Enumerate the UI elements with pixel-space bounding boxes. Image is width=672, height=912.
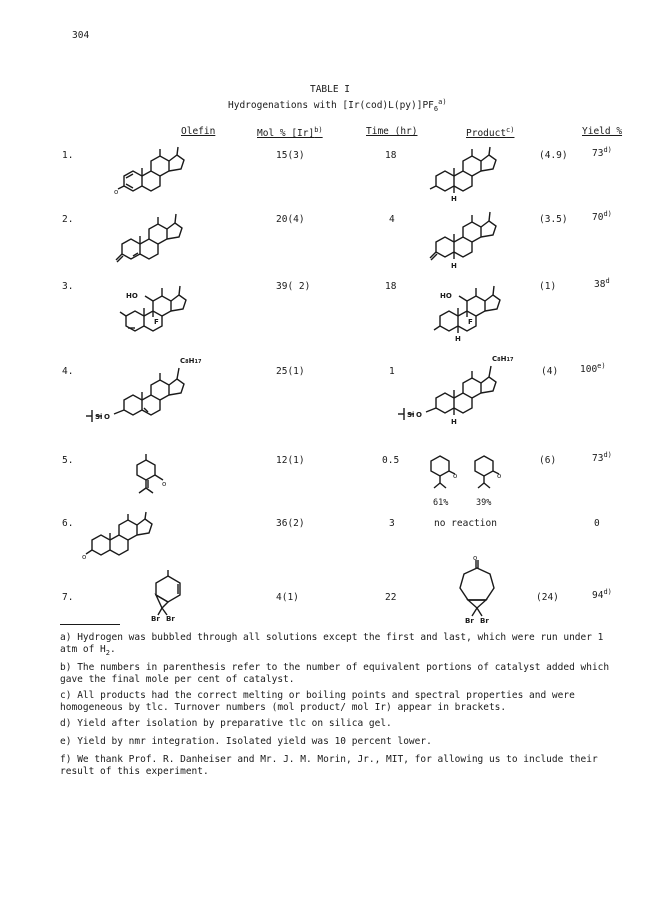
- footnote-e: e) Yield by nmr integration. Isolated yield was 10 percent lower.: [60, 736, 432, 747]
- page-number: 304: [72, 30, 90, 41]
- svg-text:H: H: [451, 418, 457, 426]
- table-title: TABLE I: [309, 84, 351, 95]
- olefin-structure-7: [140, 566, 204, 622]
- svg-text:F: F: [468, 318, 473, 326]
- ratio-label: 39%: [476, 498, 492, 508]
- yield-cell: 100$^{e)}$: [580, 362, 606, 376]
- mol-cell: 4(1): [276, 592, 299, 603]
- header-mol: Mol % $[Ir]^{b)}$: [257, 126, 323, 140]
- product-structure-2: [430, 208, 526, 274]
- yield-cell: 0: [594, 518, 600, 529]
- product-structure-1: [430, 146, 526, 206]
- row-number: 7.: [62, 592, 74, 603]
- turnover-cell: (24): [536, 592, 559, 603]
- footnote-b: b) The numbers in parenthesis refer to the number of equivalent portions of catalyst added which gave the final mole per cent of catalyst.: [60, 662, 610, 685]
- ratio-label: 61%: [433, 498, 449, 508]
- header-product: Product$^{c)}$: [466, 126, 515, 140]
- svg-text:Br: Br: [151, 615, 160, 623]
- turnover-cell: (6): [539, 455, 557, 466]
- c8h17-label: C8H17: [492, 355, 514, 363]
- row-number: 5.: [62, 455, 74, 466]
- time-cell: 3: [389, 518, 395, 529]
- yield-cell: 38$^d$: [594, 277, 610, 291]
- turnover-cell: (3.5): [539, 214, 568, 225]
- time-cell: 18: [385, 150, 397, 161]
- product-structure-3: [434, 276, 530, 350]
- olefin-structure-4: [84, 354, 230, 434]
- svg-text:Br: Br: [465, 617, 474, 625]
- olefin-structure-5: [130, 452, 180, 502]
- svg-text:o: o: [114, 188, 119, 196]
- svg-text:Br: Br: [480, 617, 489, 625]
- no-reaction-text: no reaction: [434, 518, 497, 529]
- svg-text:o: o: [453, 472, 458, 480]
- turnover-cell: (1): [539, 281, 557, 292]
- product-structure-7: [446, 554, 510, 626]
- time-cell: 1: [389, 366, 395, 377]
- svg-text:Si: Si: [407, 411, 415, 419]
- header-olefin: Olefin: [181, 126, 216, 137]
- table-caption: Hydrogenations with $[Ir(cod)L(py)]PF_6^{a)}$: [228, 98, 447, 114]
- svg-text:o: o: [82, 553, 87, 561]
- turnover-cell: (4): [541, 366, 559, 377]
- c8h17-label: C8H17: [180, 357, 202, 365]
- footnote-d: d) Yield after isolation by preparative tlc on silica gel.: [60, 718, 392, 729]
- footnote-c: c) All products had the correct melting or boiling points and spectral properties and were homogeneous by tlc. Turnover numbers (mol product/ mol Ir) appear in brackets.: [60, 690, 575, 713]
- svg-text:O: O: [104, 413, 110, 421]
- svg-text:H: H: [455, 335, 461, 343]
- row-number: 2.: [62, 214, 74, 225]
- footnote-f: f) We thank Prof. R. Danheiser and Mr. J. M. Morin, Jr., MIT, for allowing us to include their result of this experiment.: [60, 754, 598, 777]
- row-number: 3.: [62, 281, 74, 292]
- row-number: 6.: [62, 518, 74, 529]
- footnote-a: a) Hydrogen was bubbled through all solutions except the first and last, which were run under 1 atm of $H_2$.: [60, 632, 604, 657]
- mol-cell: 39( 2): [276, 281, 311, 292]
- yield-cell: 94$^{d)}$: [592, 588, 612, 602]
- svg-text:o: o: [162, 480, 167, 488]
- olefin-structure-2: [116, 210, 212, 272]
- product-structure-5a: [424, 450, 464, 494]
- time-cell: 0.5: [382, 455, 400, 466]
- svg-text:o: o: [473, 554, 478, 562]
- svg-text:Br: Br: [166, 615, 175, 623]
- svg-text:F: F: [154, 318, 159, 326]
- svg-text:o: o: [497, 472, 502, 480]
- product-structure-4: [396, 352, 542, 432]
- svg-text:O: O: [416, 411, 422, 419]
- mol-cell: 36(2): [276, 518, 305, 529]
- turnover-cell: (4.9): [539, 150, 568, 161]
- mol-cell: 12(1): [276, 455, 305, 466]
- svg-text:H: H: [451, 195, 457, 203]
- product-structure-5b: [468, 450, 508, 494]
- mol-cell: 15(3): [276, 150, 305, 161]
- row-number: 4.: [62, 366, 74, 377]
- header-yield: Yield %: [582, 126, 623, 137]
- time-cell: 18: [385, 281, 397, 292]
- time-cell: 4: [389, 214, 395, 225]
- header-time: Time (hr): [366, 126, 418, 137]
- yield-cell: 73$^{d)}$: [592, 146, 612, 160]
- svg-text:HO: HO: [440, 292, 452, 300]
- yield-cell: 70$^{d)}$: [592, 210, 612, 224]
- yield-cell: 73$^{d)}$: [592, 451, 612, 465]
- footnote-separator: [60, 624, 120, 625]
- mol-cell: 25(1): [276, 366, 305, 377]
- olefin-structure-6: [82, 512, 182, 566]
- olefin-structure-3: [120, 276, 216, 346]
- mol-cell: 20(4): [276, 214, 305, 225]
- time-cell: 22: [385, 592, 397, 603]
- svg-text:Si: Si: [95, 413, 103, 421]
- svg-text:H: H: [451, 262, 457, 270]
- row-number: 1.: [62, 150, 74, 161]
- svg-text:HO: HO: [126, 292, 138, 300]
- olefin-structure-1: [114, 146, 214, 204]
